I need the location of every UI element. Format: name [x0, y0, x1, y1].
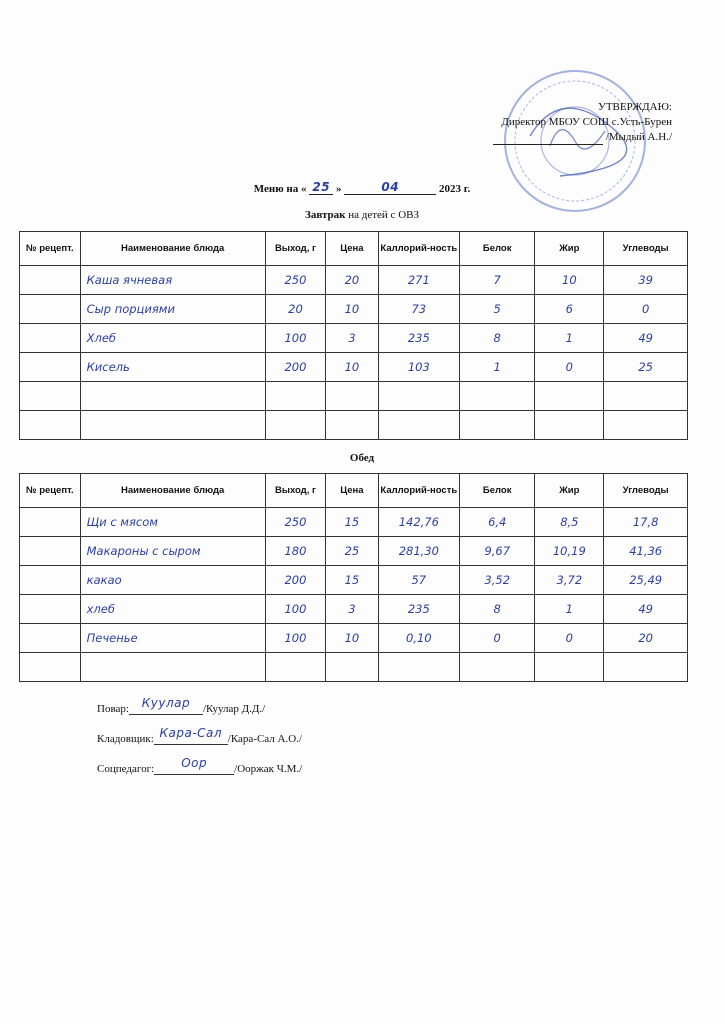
table-row: [20, 382, 688, 411]
cell-output: [265, 382, 326, 411]
cell-fat: 3,72: [535, 566, 604, 595]
col-output: Выход, г: [265, 232, 326, 266]
cell-protein: [460, 382, 535, 411]
cell-price: 3: [326, 595, 378, 624]
col-protein: Белок: [460, 232, 535, 266]
cell-output: 180: [265, 537, 326, 566]
cell-protein: 6,4: [460, 508, 535, 537]
cell-num: [20, 624, 81, 653]
cell-carbs: 49: [604, 595, 688, 624]
col-carbs: Углеводы: [604, 474, 688, 508]
cell-output: [265, 411, 326, 440]
table-row: [20, 353, 688, 382]
approval-heading: УТВЕРЖДАЮ:: [598, 101, 672, 113]
cell-carbs: 20: [604, 624, 688, 653]
cell-output: 200: [265, 353, 326, 382]
cell-num: [20, 566, 81, 595]
cell-num: [20, 295, 81, 324]
cell-carbs: 49: [604, 324, 688, 353]
cook-signature-line: [129, 696, 203, 715]
col-output: Выход, г: [265, 474, 326, 508]
cell-output: 200: [265, 566, 326, 595]
cell-output: 100: [265, 595, 326, 624]
cell-name: Сыр порциями: [80, 295, 265, 324]
teacher-signature-row: Соцпедагог: Оор /Ооржак Ч.М./: [97, 756, 303, 775]
cell-fat: [535, 382, 604, 411]
cell-carbs: 41,36: [604, 537, 688, 566]
cell-calories: [378, 411, 460, 440]
table-row: [20, 508, 688, 537]
col-protein: Белок: [460, 474, 535, 508]
cell-protein: 9,67: [460, 537, 535, 566]
cell-price: [326, 382, 378, 411]
col-calories: Каллорий-ность: [378, 474, 460, 508]
approval-signature-line: [493, 130, 603, 145]
cell-fat: 0: [535, 624, 604, 653]
cell-carbs: [604, 382, 688, 411]
cell-name: [80, 411, 265, 440]
col-num: № рецепт.: [20, 474, 81, 508]
cell-price: 20: [326, 266, 378, 295]
cell-name: Хлеб: [80, 324, 265, 353]
teacher-signature: Оор: [181, 756, 208, 770]
cell-protein: 0: [460, 624, 535, 653]
cell-fat: [535, 411, 604, 440]
cell-price: [326, 411, 378, 440]
cell-price: 25: [326, 537, 378, 566]
cell-protein: [460, 411, 535, 440]
cell-carbs: 25,49: [604, 566, 688, 595]
breakfast-table: [19, 231, 688, 440]
table-row: [20, 324, 688, 353]
cell-calories: 57: [378, 566, 460, 595]
storekeeper-signature-row: Кладовщик: Кара-Сал /Кара-Сал А.О./: [97, 726, 302, 745]
cell-output: 100: [265, 624, 326, 653]
cell-carbs: 17,8: [604, 508, 688, 537]
cell-fat: 6: [535, 295, 604, 324]
cell-fat: 10,19: [535, 537, 604, 566]
cell-calories: 0,10: [378, 624, 460, 653]
table-row: [20, 266, 688, 295]
menu-day: 25: [309, 180, 333, 195]
cell-num: [20, 653, 81, 682]
col-carbs: Углеводы: [604, 232, 688, 266]
cell-name: Щи с мясом: [80, 508, 265, 537]
cell-carbs: [604, 653, 688, 682]
cell-fat: 1: [535, 595, 604, 624]
cook-signature-row: Повар: Куулар /Куулар Д.Д./: [97, 696, 266, 715]
cell-carbs: 0: [604, 295, 688, 324]
cell-carbs: [604, 411, 688, 440]
cell-name: [80, 382, 265, 411]
cell-name: [80, 653, 265, 682]
storekeeper-signature-line: [154, 726, 228, 745]
cell-carbs: 25: [604, 353, 688, 382]
cell-fat: 8,5: [535, 508, 604, 537]
col-price: Цена: [326, 232, 378, 266]
col-calories: Каллорий-ность: [378, 232, 460, 266]
cell-protein: 8: [460, 595, 535, 624]
cell-num: [20, 411, 81, 440]
cell-fat: 10: [535, 266, 604, 295]
table-header-row: [20, 474, 688, 508]
cell-name: Каша ячневая: [80, 266, 265, 295]
approval-name: /Мыдый А.Н./: [605, 131, 672, 143]
cell-num: [20, 353, 81, 382]
cell-name: Кисель: [80, 353, 265, 382]
cell-calories: 73: [378, 295, 460, 324]
cook-signature: Куулар: [141, 696, 191, 710]
cell-name: какао: [80, 566, 265, 595]
cell-num: [20, 508, 81, 537]
cell-protein: [460, 653, 535, 682]
cell-output: 250: [265, 508, 326, 537]
cell-num: [20, 382, 81, 411]
cell-protein: 1: [460, 353, 535, 382]
table-header-row: [20, 232, 688, 266]
cell-num: [20, 595, 81, 624]
menu-month: 04: [344, 180, 436, 195]
cell-calories: [378, 653, 460, 682]
table-row: [20, 624, 688, 653]
cell-protein: 3,52: [460, 566, 535, 595]
cell-price: 10: [326, 624, 378, 653]
cell-calories: 235: [378, 595, 460, 624]
col-fat: Жир: [535, 232, 604, 266]
storekeeper-signature: Кара-Сал: [159, 726, 223, 740]
cell-protein: 5: [460, 295, 535, 324]
cell-num: [20, 266, 81, 295]
cell-num: [20, 324, 81, 353]
cell-fat: [535, 653, 604, 682]
approval-block: [412, 100, 672, 145]
cell-fat: 0: [535, 353, 604, 382]
cell-output: [265, 653, 326, 682]
col-name: Наименование блюда: [80, 232, 265, 266]
col-price: Цена: [326, 474, 378, 508]
table-row: [20, 566, 688, 595]
cell-num: [20, 537, 81, 566]
cell-protein: 8: [460, 324, 535, 353]
cell-price: 10: [326, 353, 378, 382]
cell-name: Макароны с сыром: [80, 537, 265, 566]
col-num: № рецепт.: [20, 232, 81, 266]
cell-price: 3: [326, 324, 378, 353]
approval-position: Директор МБОУ СОШ с.Усть-Бурен: [501, 116, 672, 128]
cell-output: 20: [265, 295, 326, 324]
cell-name: Печенье: [80, 624, 265, 653]
cell-calories: 142,76: [378, 508, 460, 537]
cell-output: 100: [265, 324, 326, 353]
col-name: Наименование блюда: [80, 474, 265, 508]
table-row: [20, 295, 688, 324]
col-fat: Жир: [535, 474, 604, 508]
cell-calories: 235: [378, 324, 460, 353]
menu-title: Меню на « 25 » 04 2023 г.: [253, 180, 471, 195]
teacher-signature-line: [154, 756, 234, 775]
cell-calories: 271: [378, 266, 460, 295]
cell-price: 10: [326, 295, 378, 324]
cell-calories: 281,30: [378, 537, 460, 566]
breakfast-title: Завтрак на детей с ОВЗ: [305, 209, 419, 221]
lunch-title: Обед: [349, 452, 375, 464]
lunch-table: [19, 473, 688, 682]
table-row: [20, 653, 688, 682]
cell-price: [326, 653, 378, 682]
table-row: [20, 537, 688, 566]
cell-price: 15: [326, 566, 378, 595]
cell-protein: 7: [460, 266, 535, 295]
cell-calories: [378, 382, 460, 411]
cell-output: 250: [265, 266, 326, 295]
cell-name: хлеб: [80, 595, 265, 624]
cell-carbs: 39: [604, 266, 688, 295]
cell-calories: 103: [378, 353, 460, 382]
cell-fat: 1: [535, 324, 604, 353]
table-row: [20, 411, 688, 440]
cell-price: 15: [326, 508, 378, 537]
table-row: [20, 595, 688, 624]
